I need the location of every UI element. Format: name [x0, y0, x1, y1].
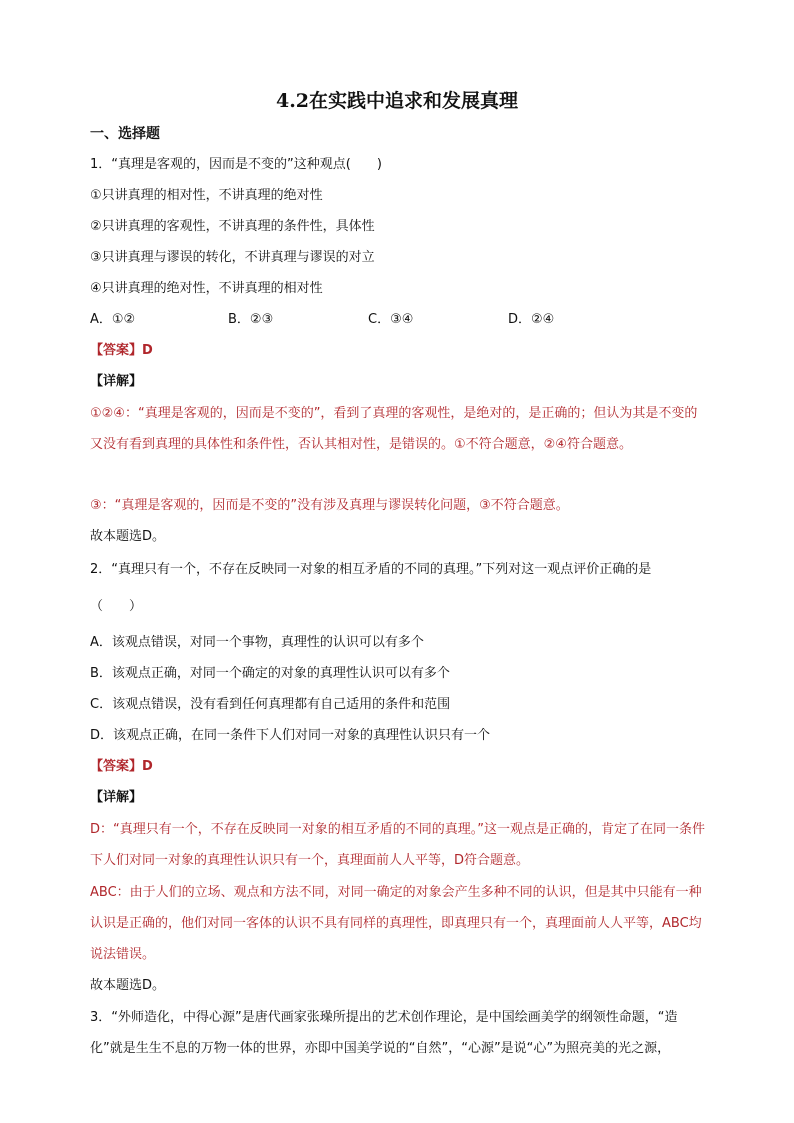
q1-option-b: B．②③: [228, 312, 274, 327]
q2-stem-bracket: （ ）: [90, 599, 143, 614]
q3-stem: 3．“外师造化，中得心源”是唐代画家张璪所提出的艺术创作理论，是中国绘画美学的纲领性命题，“造化”就是生生不息的万物一体的世界，亦即中国美学说的“自然”，“心源”是说“心”为照亮美的光之源，: [90, 1010, 678, 1056]
q1-detail-paragraph: ③：“真理是客观的，因而是不变的”没有涉及真理与谬误转化问题，③不符合题意。: [90, 498, 569, 513]
q1-detail-paragraph: ①②④：“真理是客观的，因而是不变的”，看到了真理的客观性，是绝对的，是正确的；但认为其是不变的又没有看到真理的具体性和条件性，否认其相对性，是错误的。①不符合题意，②④符合题意。: [90, 406, 698, 452]
q2-option-d: D．该观点正确，在同一条件下人们对同一对象的真理性认识只有一个: [90, 728, 491, 743]
q1-option-a: A．①②: [90, 312, 136, 327]
section-heading: 一、选择题: [90, 126, 160, 142]
q1-option-d: D．②④: [508, 312, 555, 327]
q2-detail-paragraph: ABC：由于人们的立场、观点和方法不同，对同一确定的对象会产生多种不同的认识，但是其中只能有一种认识是正确的，他们对同一客体的认识不具有同样的真理性，即真理只有一个，真理面前人人平等，ABC均说法错误。: [90, 885, 702, 962]
q2-conclusion: 故本题选D。: [90, 978, 166, 993]
q1-stem: 1．“真理是客观的，因而是不变的”这种观点( ): [90, 157, 382, 172]
q1-conclusion: 故本题选D。: [90, 529, 166, 544]
q1-options: [90, 310, 710, 330]
q2-option-b: B．该观点正确，对同一个确定的对象的真理性认识可以有多个: [90, 666, 450, 681]
q1-answer: 【答案】D: [90, 343, 153, 358]
q1-option-c: C．③④: [368, 312, 414, 327]
q1-statement: ④只讲真理的绝对性，不讲真理的相对性: [90, 281, 323, 296]
page-title: 4.2在实践中追求和发展真理: [275, 90, 519, 112]
q2-option-a: A．该观点错误，对同一个事物，真理性的认识可以有多个: [90, 635, 424, 650]
q2-option-c: C．该观点错误，没有看到任何真理都有自己适用的条件和范围: [90, 697, 451, 712]
q1-statement: ①只讲真理的相对性，不讲真理的绝对性: [90, 188, 323, 203]
q1-statement: ②只讲真理的客观性，不讲真理的条件性，具体性: [90, 219, 375, 234]
q2-detail-label: 【详解】: [90, 790, 143, 805]
q2-answer: 【答案】D: [90, 759, 153, 774]
q1-statement: ③只讲真理与谬误的转化，不讲真理与谬误的对立: [90, 250, 375, 265]
q1-detail-label: 【详解】: [90, 374, 143, 389]
q2-stem: 2．“真理只有一个，不存在反映同一对象的相互矛盾的不同的真理。”下列对这一观点评价正确的是: [90, 562, 652, 577]
q2-detail-paragraph: D：“真理只有一个，不存在反映同一对象的相互矛盾的不同的真理。”这一观点是正确的，肯定了在同一条件下人们对同一对象的真理性认识只有一个，真理面前人人平等，D符合题意。: [90, 822, 705, 868]
